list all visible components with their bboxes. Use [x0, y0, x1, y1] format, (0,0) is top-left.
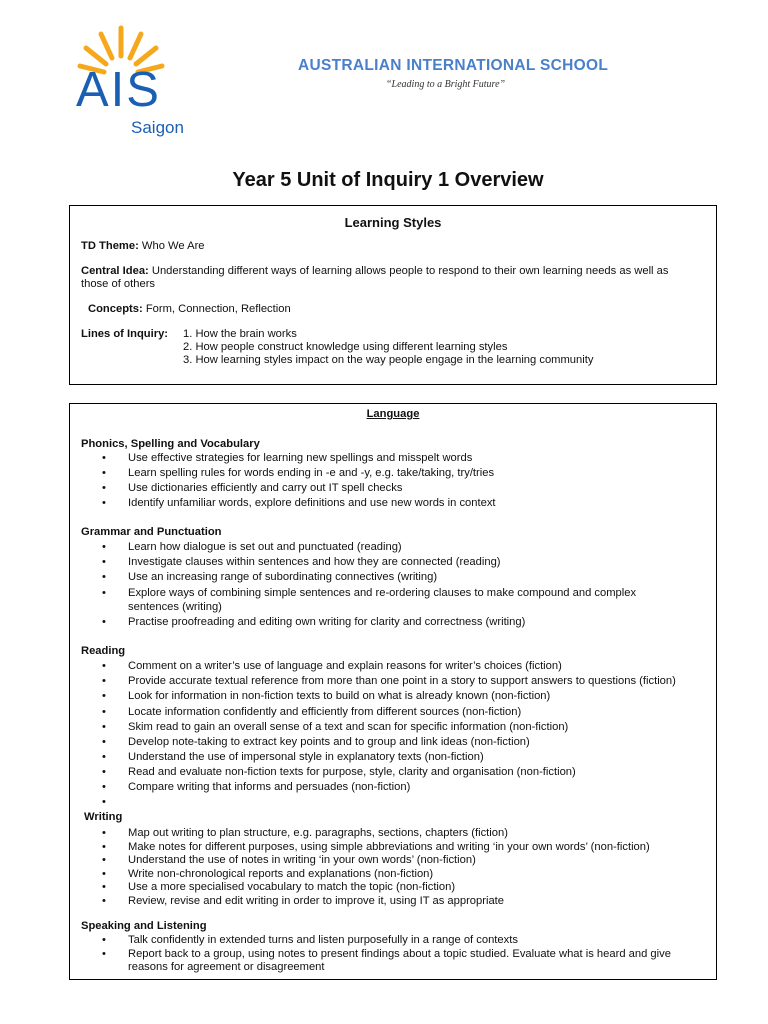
inquiry-line-3: 3. How learning styles impact on the way people engage in the learning community: [183, 354, 594, 366]
concepts-label: Concepts:: [88, 303, 143, 315]
inquiry-line-2: 2. How people construct knowledge using different learning styles: [183, 341, 508, 353]
central-idea-value: Understanding different ways of learning allows people to respond to their own learning needs as well as: [151, 265, 669, 277]
section-heading-writing: Writing: [84, 811, 123, 823]
section-heading-reading: Reading: [81, 645, 126, 657]
theme-value: Who We Are: [141, 240, 205, 252]
language-box: Language Phonics, Spelling and Vocabulary • Use effective strategies for learning new spellings and misspelt words • Learn spelling rules for words ending in -e and -y, e.g. take/taking, try/tries • Use dictionaries efficiently and carry out IT spell checks • Identify unfamiliar words, explore definitions and use new words in context Grammar and Punctuation • Learn how dialogue is set out and punctuated (reading) • Investigate clauses within sentences and how they are connected (reading) • Use an increasing range of subordinating connectives (writing) • Explore ways of combining simple sentences and re-ordering clauses to make compound and complex sentences (writing) • Practise proofreading and editing own writing for clarity and correctness (writing) Reading • Comment on a writer’s use of language and explain reasons for writer’s choices (fiction) • Provide accurate textual reference from more than one point in a story to support answers to questions (fiction) • Look for information in non-fiction texts to build on what is already known (non-fiction) • Locate information confidently and efficiently from different sources (non-fiction) • Skim read to gain an overall sense of a text and scan for specific information (non-fiction) • Develop note-taking to extract key points and to group and link ideas (non-fiction) • Understand the use of impersonal style in explanatory texts (non-fiction) • Read and evaluate non-fiction texts for purpose, style, clarity and organisation (non-fiction) • Compare writing that informs and persuades (non-fiction) • Writing • Map out writing to plan structure, e.g. paragraphs, sections, chapters (fiction) • Make notes for different purposes, using simple abbreviations and writing ‘in your own words’ (non-fiction) • Understand the use of notes in writing ‘in your own words’ (non-fiction) • Write non-chronological reports and explanations (non-fiction) • Use a more specialised vocabulary to match the topic (non-fiction) • Review, revise and edit writing in order to improve it, using IT as appropriate Speaking and Listening • Talk confidently in extended turns and listen purposefully in a range of contexts • Report back to a group, using notes to present findings about a topic studied. Evaluate what is heard and give reasons for agreement or disagreement: [69, 403, 717, 980]
document-title: Year 5 Unit of Inquiry 1 Overview: [232, 169, 544, 191]
central-idea-line: [81, 265, 668, 278]
logo-letters: AIS: [76, 63, 161, 117]
inquiry-line-1: 1. How the brain works: [183, 328, 297, 340]
section-heading-phonics: Phonics, Spelling and Vocabulary: [81, 438, 260, 450]
school-name: AUSTRALIAN INTERNATIONAL SCHOOL: [298, 57, 609, 74]
section-heading-speaking: Speaking and Listening: [81, 920, 207, 932]
concepts-value: Form, Connection, Reflection: [145, 303, 291, 315]
school-tagline: “Leading to a Bright Future”: [386, 79, 506, 90]
language-heading: Language: [366, 408, 420, 420]
school-logo: [74, 24, 190, 140]
overview-box: [69, 205, 717, 385]
lines-of-inquiry-label: Lines of Inquiry:: [81, 328, 169, 340]
central-idea-continued: those of others: [81, 278, 156, 290]
logo-city: Saigon: [131, 118, 184, 137]
concepts-line: [88, 303, 291, 316]
section-heading-grammar: Grammar and Punctuation: [81, 526, 222, 538]
theme-line: [81, 240, 205, 253]
central-idea-label: Central Idea:: [81, 265, 149, 277]
overview-heading: Learning Styles: [344, 215, 442, 230]
theme-label: TD Theme:: [81, 240, 139, 252]
